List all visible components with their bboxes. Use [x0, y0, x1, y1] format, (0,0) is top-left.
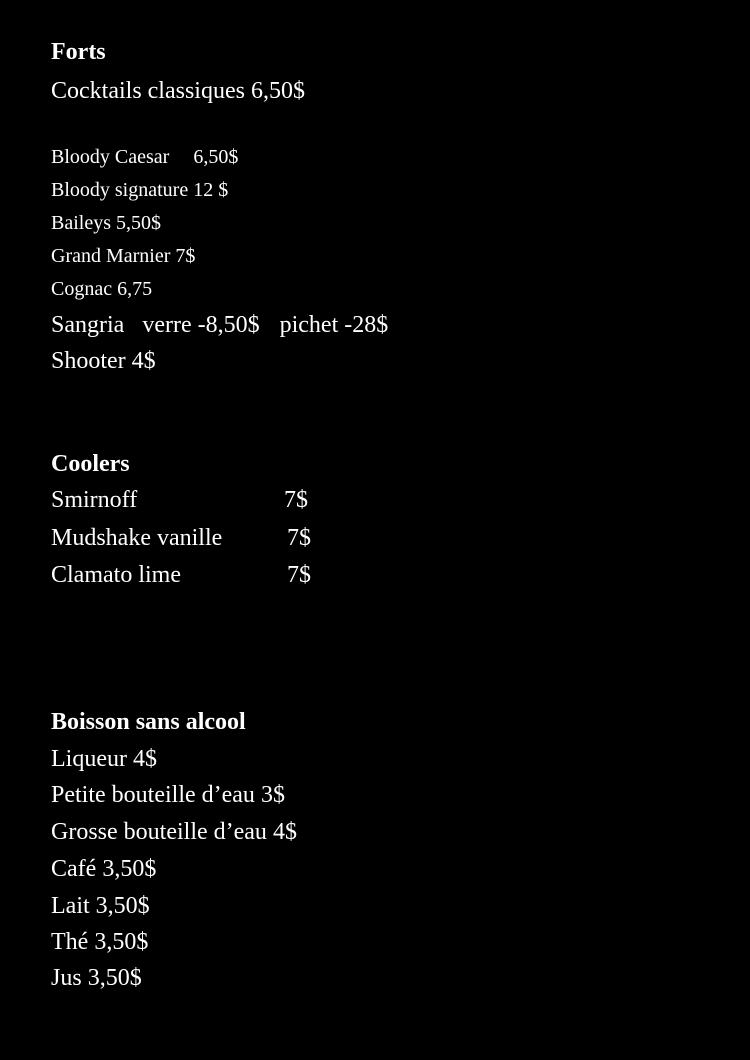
menu-item-sangria	[51, 313, 388, 337]
item-name: Clamato lime	[51, 562, 181, 588]
menu-item-the	[51, 930, 148, 954]
item-price-glass: verre -8,50$	[142, 312, 260, 338]
item-price: 7$	[284, 487, 308, 513]
item-price: 4$	[132, 746, 157, 772]
menu-item-baileys	[51, 213, 161, 233]
menu-item-cocktails-classiques	[51, 79, 305, 103]
item-name: Thé	[51, 929, 89, 955]
item-price: 3,50$	[95, 893, 150, 919]
item-name: Mudshake vanille	[51, 525, 223, 551]
item-name: Sangria	[51, 312, 125, 338]
item-price: 6,75	[117, 278, 153, 300]
menu-item-bloody-signature	[51, 180, 228, 200]
item-name: Bloody signature	[51, 179, 189, 201]
item-price: 4$	[272, 819, 297, 845]
menu-item-cognac	[51, 279, 152, 299]
menu-item-clamato-lime	[51, 562, 311, 588]
section-heading-sans-alcool: Boisson sans alcool	[51, 709, 246, 735]
menu-item-grosse-bouteille-eau	[51, 820, 297, 844]
item-name: Grand Marnier	[51, 245, 171, 267]
item-name: Cocktails classiques	[51, 78, 245, 104]
item-name: Petite bouteille d’eau	[51, 782, 255, 808]
item-price: 7$	[175, 245, 196, 267]
item-price: 3,50$	[94, 929, 149, 955]
item-price: 3,50$	[102, 856, 157, 882]
section-heading-coolers: Coolers	[51, 451, 130, 477]
menu-item-jus	[51, 966, 142, 990]
item-name: Grosse bouteille d’eau	[51, 819, 267, 845]
item-name: Baileys	[51, 212, 111, 234]
item-name: Jus	[51, 965, 82, 991]
menu-item-liqueur	[51, 747, 157, 771]
item-price-pitcher: pichet -28$	[279, 312, 389, 338]
item-price: 5,50$	[116, 212, 161, 234]
item-name: Cognac	[51, 278, 113, 300]
item-name: Shooter	[51, 348, 126, 374]
menu-item-lait	[51, 894, 150, 918]
item-price: 7$	[287, 525, 311, 551]
item-price: 7$	[287, 562, 311, 588]
menu-item-cafe	[51, 857, 156, 881]
item-name: Bloody Caesar	[51, 146, 170, 168]
item-name: Lait	[51, 893, 90, 919]
item-price: 12 $	[193, 179, 229, 201]
item-price: 3$	[260, 782, 285, 808]
menu-item-mudshake-vanille	[51, 525, 311, 551]
menu-item-petite-bouteille-eau	[51, 783, 285, 807]
item-price: 3,50$	[87, 965, 142, 991]
item-price: 6,50$	[250, 78, 305, 104]
section-heading-forts: Forts	[51, 39, 106, 65]
menu-item-bloody-caesar	[51, 147, 238, 167]
item-price: 6,50$	[193, 146, 239, 168]
item-name: Liqueur	[51, 746, 127, 772]
item-name: Smirnoff	[51, 487, 138, 513]
item-price: 4$	[131, 348, 156, 374]
menu-item-smirnoff	[51, 487, 308, 513]
menu-item-shooter	[51, 349, 156, 373]
item-name: Café	[51, 856, 97, 882]
menu-item-grand-marnier	[51, 246, 195, 266]
